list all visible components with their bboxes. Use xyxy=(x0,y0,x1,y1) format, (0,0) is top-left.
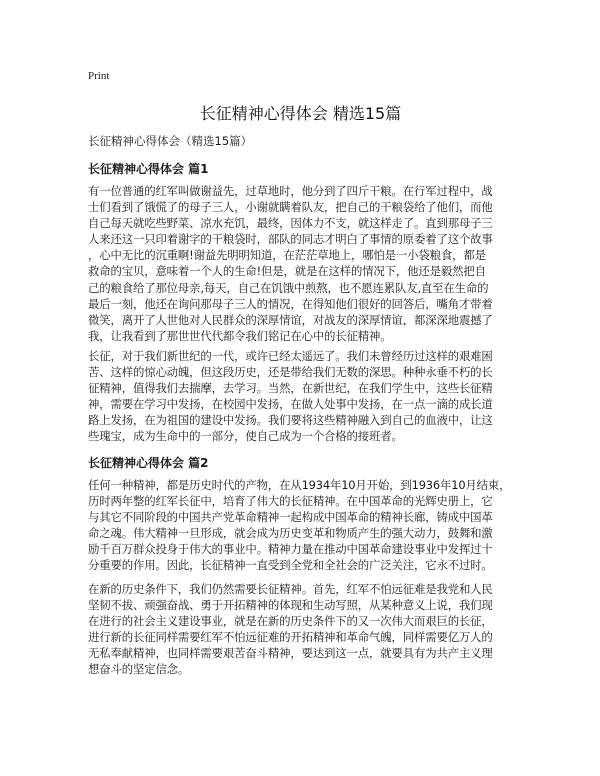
text-line: 有一位普通的红军叫做谢益先，过草地时，他分到了四斤干粮。在行军过程中，战 xyxy=(88,184,493,198)
text-line: 想奋斗的坚定信念。 xyxy=(88,662,190,677)
text-line: 救命的宝贝，意味着一个人的生命!但是，就是在这样的情况下，他还是毅然把自 xyxy=(88,264,486,279)
text-line: 人来还这一只印着谢字的干粮袋时，部队的同志才明白了事情的原委着了这个故事 xyxy=(88,232,493,247)
text-line: 无私奉献精神，也同样需要艰苦奋斗精神，要达到这一点，就要具有为共产主义理 xyxy=(88,646,493,661)
print-label: Print xyxy=(88,70,110,82)
text-line: 苦、这样的惊心动魄，但这段历史，还是带给我们无数的深思。种种永垂不朽的长 xyxy=(88,365,493,380)
text-line: 在新的历史条件下，我们仍然需要长征精神。首先，红军不怕远征难是我党和人民 xyxy=(88,582,493,596)
text-line: 最后一刻，他还在询问那母子三人的情况，在得知他们很好的回答后，嘴角才带着 xyxy=(88,296,493,311)
text-line: 路上发扬，在为祖国的建设中发扬。我们要将这些精神融入到自己的血液中，让这 xyxy=(88,413,493,428)
text-line: 与其它不同阶段的中国共产党革命精神一起构成中国革命的精神长廊，铸成中国革 xyxy=(88,510,493,525)
text-line: 己的粮食给了那位母亲,每天，自己在饥饿中煎熬，也不愿连累队友,直至在生命的 xyxy=(88,280,489,295)
document-title: 长征精神心得体会 精选15篇 xyxy=(199,104,402,123)
document-subtitle: 长征精神心得体会（精选15篇） xyxy=(88,134,253,148)
section-1-paragraph-2 xyxy=(88,348,513,445)
section-1-paragraph-1 xyxy=(88,183,513,344)
section-2-paragraph-2 xyxy=(88,581,513,678)
text-line: 命之魂。伟大精神一旦形成，就会成为历史变革和物质产生的强大动力，鼓舞和激 xyxy=(88,526,493,541)
section-heading-2: 长征精神心得体会 篇2 xyxy=(88,456,209,470)
text-line: 历时两年整的红军长征中，培育了伟大的长征精神。在中国革命的光辉史册上，它 xyxy=(88,494,493,509)
text-line: 自己每天就吃些野菜、凉水充饥，最终，因体力不支，就这样走了。直到那母子三 xyxy=(88,216,493,231)
section-2-paragraph-1 xyxy=(88,477,513,574)
text-line: 励千百万群众投身于伟大的事业中。精神力量在推动中国革命建设事业中发挥过十 xyxy=(88,542,493,557)
text-line: 我，让我看到了那世世代代都令我们铭记在心中的长征精神。 xyxy=(88,328,392,343)
section-heading-1: 长征精神心得体会 篇1 xyxy=(88,162,209,176)
text-line: 在进行的社会主义建设事业，就是在新的历史条件下的又一次伟大而艰巨的长征， xyxy=(88,614,493,629)
text-line: 征精神，值得我们去揣摩，去学习。当然，在新世纪，在我们学生中，这些长征精 xyxy=(88,381,493,396)
text-line: 士们看到了饿慌了的母子三人，小谢就瞒着队友，把自己的干粮袋给了他们，而他 xyxy=(88,200,493,215)
text-line: 长征，对于我们新世纪的一代，或许已经太遥远了。我们未曾经历过这样的艰难困 xyxy=(88,349,493,363)
text-line: 坚韧不拔、顽强奋战、勇于开拓精神的体现和生动写照，从某种意义上说，我们现 xyxy=(88,598,493,613)
text-line: ，心中无比的沉重啊!谢益先明明知道，在茫茫草地上，哪怕是一小袋粮食，都是 xyxy=(88,248,486,263)
text-line: 神，需要在学习中发扬，在校园中发扬，在做人处事中发扬，在一点一滴的成长道 xyxy=(88,397,493,412)
text-line: 任何一种精神，都是历史时代的产物，在从1934年10月开始，到1936年10月结束， xyxy=(88,478,511,492)
text-line: 分重要的作用。因此，长征精神一直受到全党和全社会的广泛关注，它永不过时。 xyxy=(88,558,493,573)
text-line: 进行新的长征同样需要红军不怕远征难的开拓精神和革命气魄，同样需要亿万人的 xyxy=(88,630,493,645)
text-line: 些瑰宝，成为生命中的一部分，使自己成为一个合格的接班者。 xyxy=(88,429,403,444)
text-line: 微笑，离开了人世他对人民群众的深厚情谊，对战友的深厚情谊，都深深地震撼了 xyxy=(88,312,493,327)
